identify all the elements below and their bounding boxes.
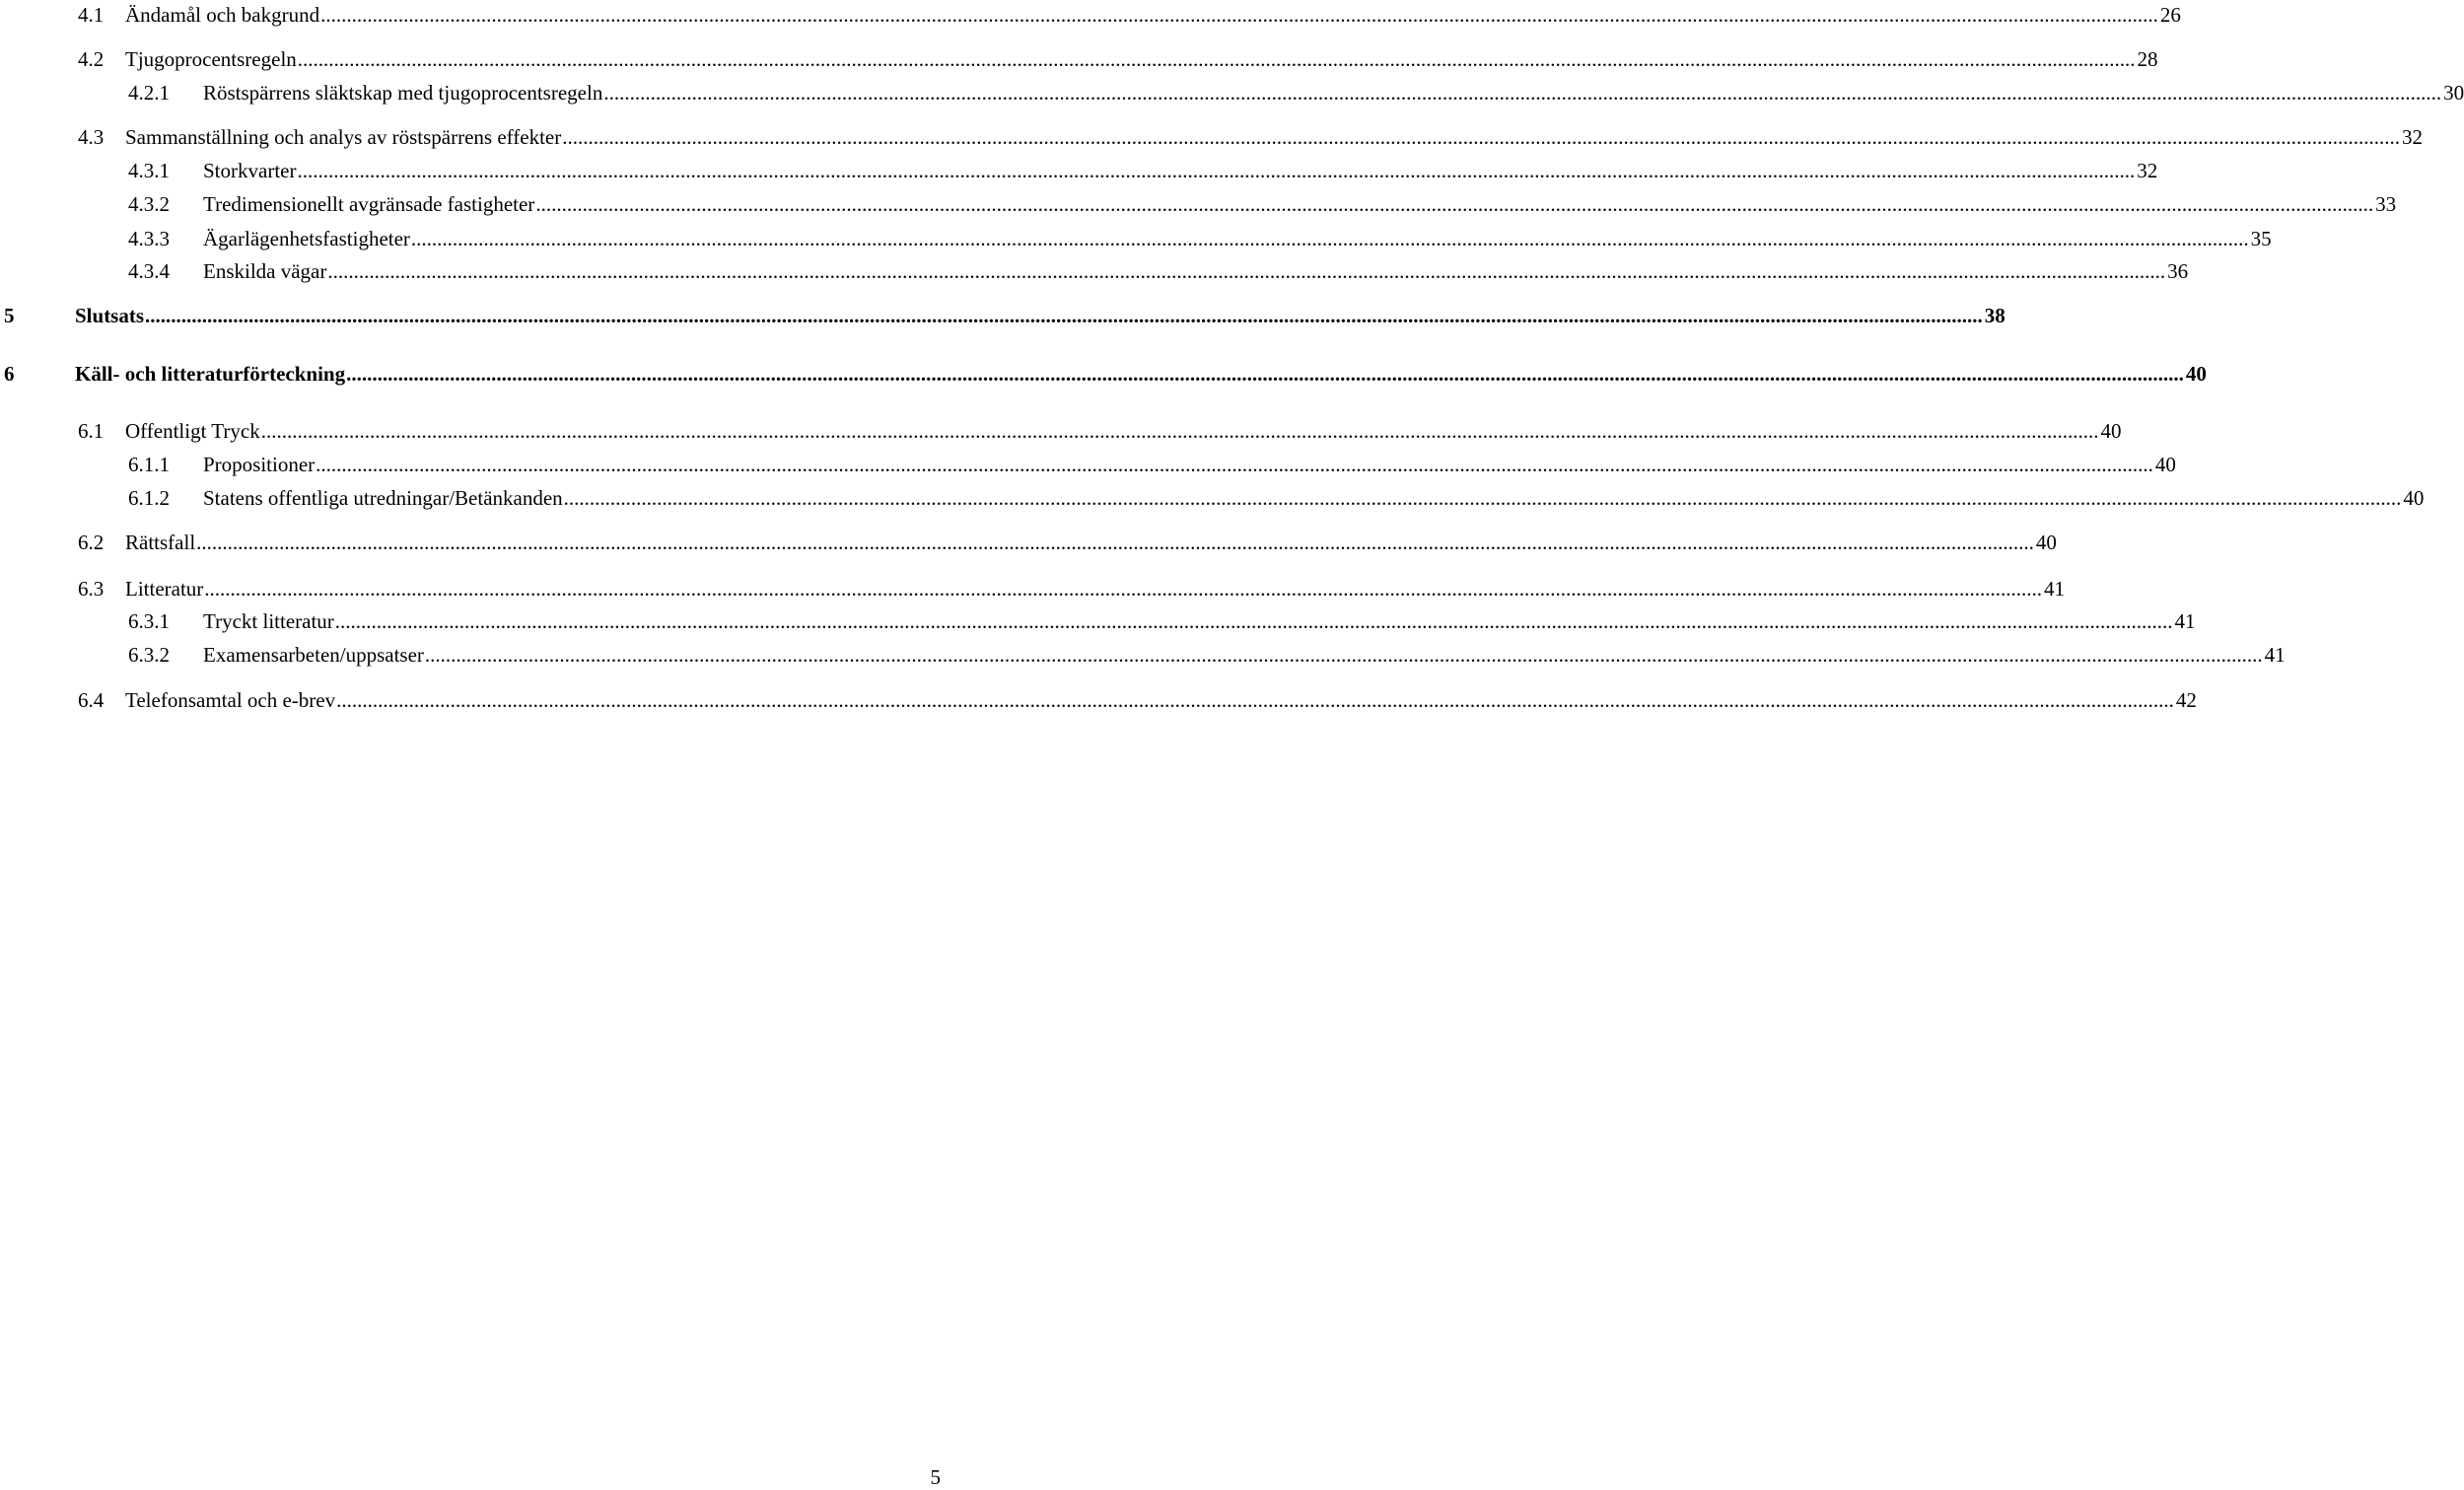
toc-entry-number: 6.1.1 — [128, 453, 170, 476]
toc-entry-page: 33 — [2375, 192, 2397, 216]
toc-entry-6[interactable] — [0, 359, 2207, 389]
toc-entry-4-3-3[interactable] — [0, 224, 2272, 253]
dot-leader: ................................................................................................................................................................................................................................................................................................................................................................... — [410, 227, 2249, 250]
toc-entry-title: Rättsfall — [125, 531, 196, 554]
toc-entry-6-3[interactable] — [0, 574, 2066, 603]
toc-entry-4-3[interactable] — [0, 122, 2423, 152]
toc-entry-page: 41 — [2174, 609, 2196, 633]
toc-entry-number: 6.3.2 — [128, 643, 170, 667]
dot-leader: ................................................................................................................................................................................................................................................................................................................................................................... — [297, 47, 2136, 71]
toc-entry-6-3-2[interactable] — [0, 640, 2286, 670]
toc-entry-4-3-4[interactable] — [0, 256, 2189, 286]
toc-entry-4-1[interactable] — [0, 0, 2181, 30]
toc-entry-number: 6.4 — [78, 688, 105, 712]
toc-entry-title: Storkvarter — [203, 159, 297, 182]
toc-entry-6-2[interactable] — [0, 528, 2057, 557]
toc-entry-page: 41 — [2044, 577, 2066, 601]
toc-entry-page: 28 — [2137, 47, 2158, 71]
toc-entry-title: Telefonsamtal och e-brev — [125, 688, 336, 712]
toc-entry-4-2[interactable] — [0, 44, 2158, 74]
dot-leader: ................................................................................................................................................................................................................................................................................................................................................................... — [145, 304, 1983, 327]
dot-leader: ................................................................................................................................................................................................................................................................................................................................................................... — [336, 688, 2174, 712]
toc-entry-number: 6.3.1 — [128, 609, 170, 633]
dot-leader: ................................................................................................................................................................................................................................................................................................................................................................... — [346, 362, 2184, 386]
dot-leader: ................................................................................................................................................................................................................................................................................................................................................................... — [297, 159, 2136, 182]
page-number: 5 — [930, 1465, 941, 1489]
dot-leader: ................................................................................................................................................................................................................................................................................................................................................................... — [562, 125, 2400, 149]
dot-leader: ................................................................................................................................................................................................................................................................................................................................................................... — [196, 531, 2034, 554]
dot-leader: ................................................................................................................................................................................................................................................................................................................................................................... — [320, 3, 2158, 27]
toc-entry-title: Slutsats — [75, 304, 145, 327]
toc-entry-title: Propositioner — [203, 453, 316, 476]
toc-entry-number: 4.3.1 — [128, 159, 170, 182]
toc-entry-page: 42 — [2175, 688, 2197, 712]
toc-entry-number: 4.2.1 — [128, 81, 170, 105]
toc-entry-number: 5 — [4, 304, 15, 327]
toc-entry-page: 30 — [2443, 81, 2464, 105]
toc-entry-6-1-1[interactable] — [0, 450, 2176, 479]
toc-entry-title: Enskilda vägar — [203, 259, 327, 283]
toc-entry-number: 4.3.3 — [128, 227, 170, 250]
toc-entry-page: 40 — [2100, 419, 2122, 443]
toc-entry-page: 40 — [2035, 531, 2057, 554]
toc-entry-title: Röstspärrens släktskap med tjugoprocentsregeln — [203, 81, 603, 105]
dot-leader: ................................................................................................................................................................................................................................................................................................................................................................... — [535, 192, 2374, 216]
toc-entry-6-1-2[interactable] — [0, 483, 2425, 513]
toc-entry-page: 35 — [2250, 227, 2272, 250]
toc-entry-6-1[interactable] — [0, 416, 2122, 446]
dot-leader: ................................................................................................................................................................................................................................................................................................................................................................... — [327, 259, 2166, 283]
toc-entry-number: 4.3.2 — [128, 192, 170, 216]
dot-leader: ................................................................................................................................................................................................................................................................................................................................................................... — [563, 486, 2402, 510]
toc-entry-page: 32 — [2137, 159, 2158, 182]
dot-leader: ................................................................................................................................................................................................................................................................................................................................................................... — [260, 419, 2099, 443]
toc-entry-page: 40 — [2154, 453, 2176, 476]
dot-leader: ................................................................................................................................................................................................................................................................................................................................................................... — [316, 453, 2153, 476]
toc-entry-title: Litteratur — [125, 577, 204, 601]
toc-entry-number: 6.3 — [78, 577, 105, 601]
toc-entry-page: 41 — [2264, 643, 2286, 667]
toc-entry-page: 32 — [2401, 125, 2423, 149]
toc-entry-number: 4.1 — [78, 3, 105, 27]
dot-leader: ................................................................................................................................................................................................................................................................................................................................................................... — [334, 609, 2173, 633]
toc-entry-title: Ändamål och bakgrund — [125, 3, 320, 27]
toc-entry-title: Käll- och litteraturförteckning — [75, 362, 346, 386]
toc-entry-5[interactable] — [0, 301, 2006, 330]
dot-leader: ................................................................................................................................................................................................................................................................................................................................................................... — [603, 81, 2442, 105]
toc-entry-4-3-2[interactable] — [0, 189, 2397, 219]
toc-entry-title: Tredimensionellt avgränsade fastigheter — [203, 192, 535, 216]
toc-entry-title: Tryckt litteratur — [203, 609, 334, 633]
toc-entry-number: 4.2 — [78, 47, 105, 71]
dot-leader: ................................................................................................................................................................................................................................................................................................................................................................... — [424, 643, 2263, 667]
toc-entry-page: 40 — [2403, 486, 2425, 510]
toc-entry-page: 38 — [1984, 304, 2006, 327]
toc-entry-page: 26 — [2159, 3, 2181, 27]
dot-leader: ................................................................................................................................................................................................................................................................................................................................................................... — [204, 577, 2043, 601]
toc-entry-4-2-1[interactable] — [0, 78, 2464, 107]
toc-entry-number: 4.3.4 — [128, 259, 170, 283]
toc-entry-page: 40 — [2185, 362, 2207, 386]
toc-entry-number: 6.1 — [78, 419, 105, 443]
toc-entry-title: Offentligt Tryck — [125, 419, 260, 443]
toc-entry-title: Ägarlägenhetsfastigheter — [203, 227, 410, 250]
toc-entry-number: 4.3 — [78, 125, 105, 149]
toc-entry-title: Tjugoprocentsregeln — [125, 47, 297, 71]
toc-entry-title: Statens offentliga utredningar/Betänkanden — [203, 486, 563, 510]
toc-entry-number: 6.2 — [78, 531, 105, 554]
toc-entry-4-3-1[interactable] — [0, 156, 2158, 185]
toc-entry-title: Sammanställning och analys av röstspärrens effekter — [125, 125, 562, 149]
toc-entry-number: 6 — [4, 362, 15, 386]
toc-entry-6-3-1[interactable] — [0, 606, 2196, 636]
toc-entry-title: Examensarbeten/uppsatser — [203, 643, 424, 667]
toc-entry-number: 6.1.2 — [128, 486, 170, 510]
toc-entry-page: 36 — [2167, 259, 2189, 283]
toc-entry-6-4[interactable] — [0, 685, 2197, 715]
